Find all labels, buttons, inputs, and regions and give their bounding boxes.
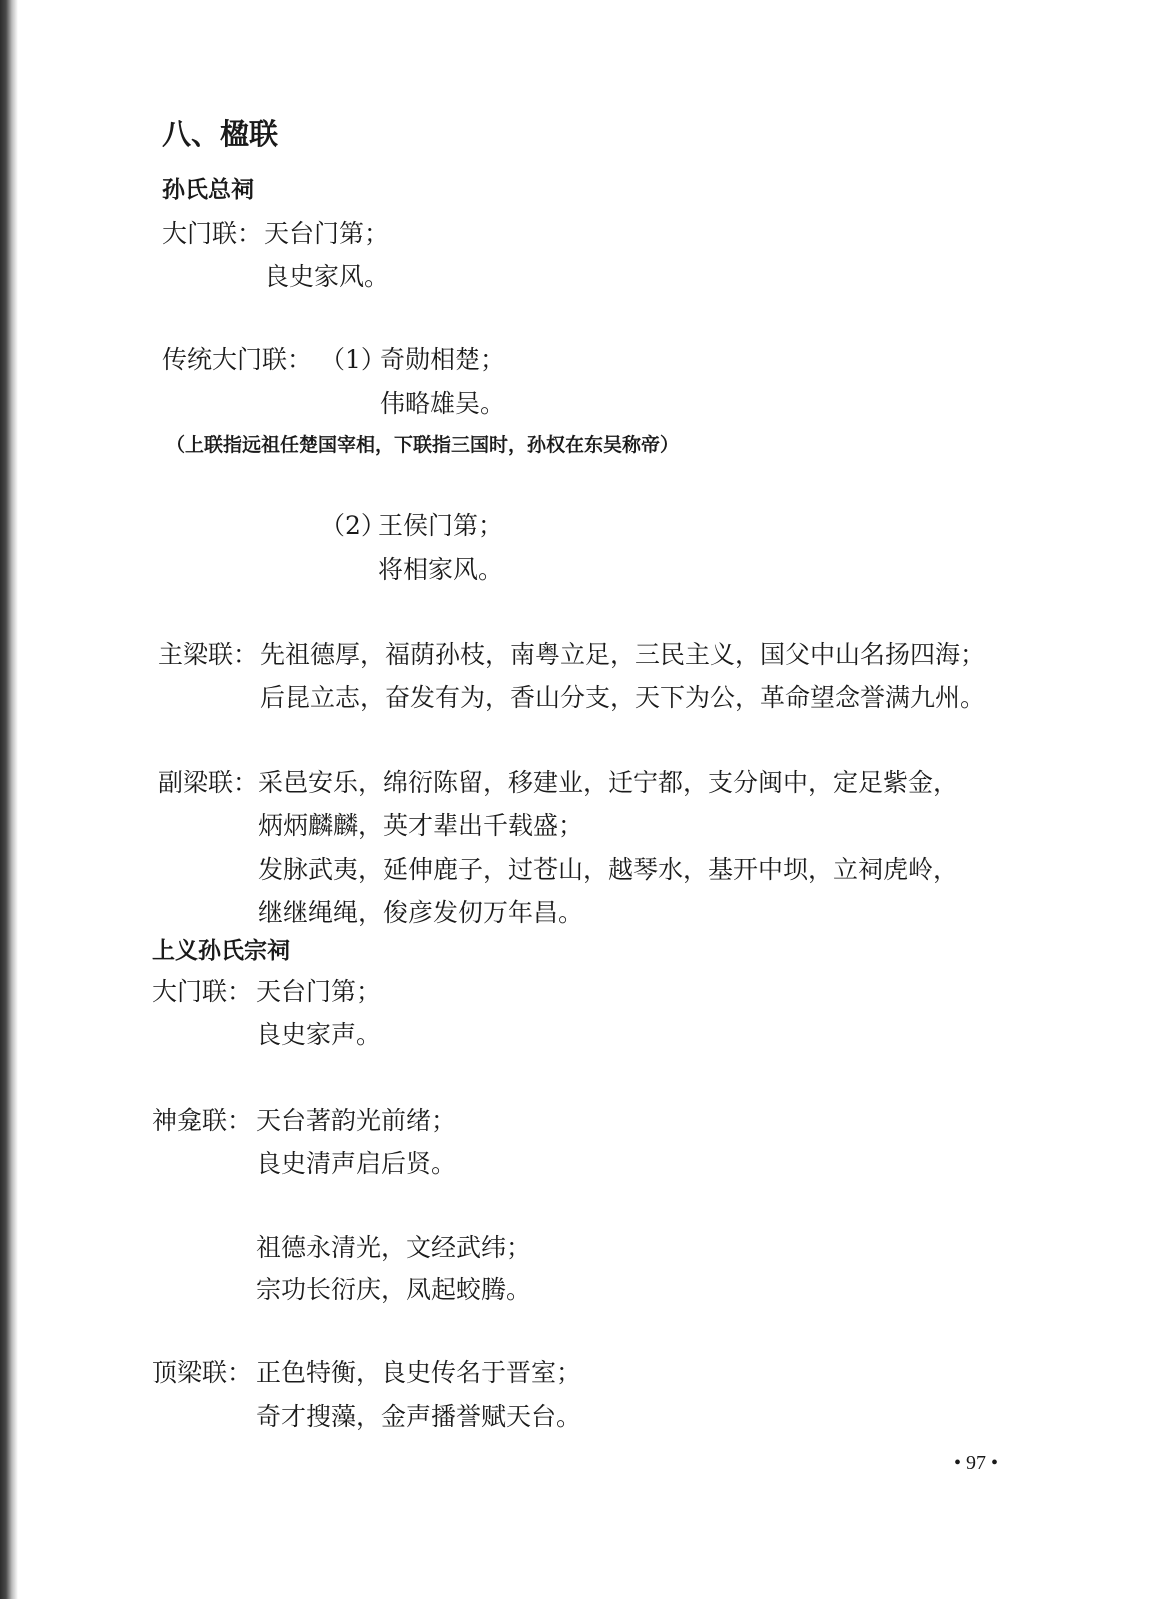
main-beam-line2: 后昆立志，奋发有为，香山分支，天下为公，革命望念誉满九州。: [260, 683, 986, 712]
traditional-gate-label: 传统大门联：: [162, 345, 313, 374]
block2-gate-line1: 天台门第；: [256, 977, 382, 1006]
main-beam-label: 主梁联：: [158, 640, 259, 669]
top-beam-line1: 正色特衡，良史传名于晋室；: [256, 1358, 582, 1387]
shrine-line1: 天台著韵光前绪；: [256, 1106, 457, 1135]
sub-beam-line2: 炳炳麟麟，英才辈出千载盛；: [258, 811, 584, 840]
traditional-item2-line2: 将相家风。: [378, 555, 504, 584]
block1-heading: 孙氏总祠: [162, 177, 254, 203]
gate-couplet-line1: 天台门第；: [264, 219, 390, 248]
shrine-line4: 宗功长衍庆，凤起蛟腾。: [256, 1275, 532, 1304]
page-number: • 97 •: [954, 1452, 999, 1474]
sub-beam-line3: 发脉武夷，延伸鹿子，过苍山，越琴水，基开中坝，立祠虎岭，: [258, 855, 959, 884]
shrine-line2: 良史清声启后贤。: [256, 1149, 457, 1178]
block2-gate-label: 大门联：: [152, 977, 253, 1006]
top-beam-line2: 奇才搜藻，金声播誉赋天台。: [256, 1402, 582, 1431]
traditional-item1-line1: 奇勋相楚；: [380, 345, 506, 374]
main-beam-line1: 先祖德厚，福荫孙枝，南粤立足，三民主义，国父中山名扬四海；: [260, 640, 986, 669]
traditional-item1-marker: （1）: [320, 345, 386, 374]
traditional-note: （上联指远祖任楚国宰相，下联指三国时，孙权在东吴称帝）: [166, 434, 680, 456]
gate-couplet-line2: 良史家风。: [264, 262, 390, 291]
traditional-item2-marker: （2）: [320, 511, 386, 540]
section-title: 八、楹联: [162, 117, 279, 151]
shrine-line3: 祖德永清光，文经武纬；: [256, 1233, 532, 1262]
sub-beam-line4: 继继绳绳，俊彦发仞万年昌。: [258, 898, 584, 927]
block2-heading: 上义孙氏宗祠: [152, 938, 290, 964]
sub-beam-label: 副梁联：: [158, 768, 259, 797]
shrine-label: 神龛联：: [152, 1106, 253, 1135]
gate-couplet-label: 大门联：: [162, 219, 263, 248]
scan-left-edge: [0, 0, 18, 1599]
sub-beam-line1: 采邑安乐，绵衍陈留，移建业，迁宁都，支分闽中，定足紫金，: [258, 768, 959, 797]
traditional-item1-line2: 伟略雄吴。: [380, 389, 506, 418]
traditional-item2-line1: 王侯门第；: [378, 511, 504, 540]
block2-gate-line2: 良史家声。: [256, 1020, 382, 1049]
top-beam-label: 顶梁联：: [152, 1358, 253, 1387]
